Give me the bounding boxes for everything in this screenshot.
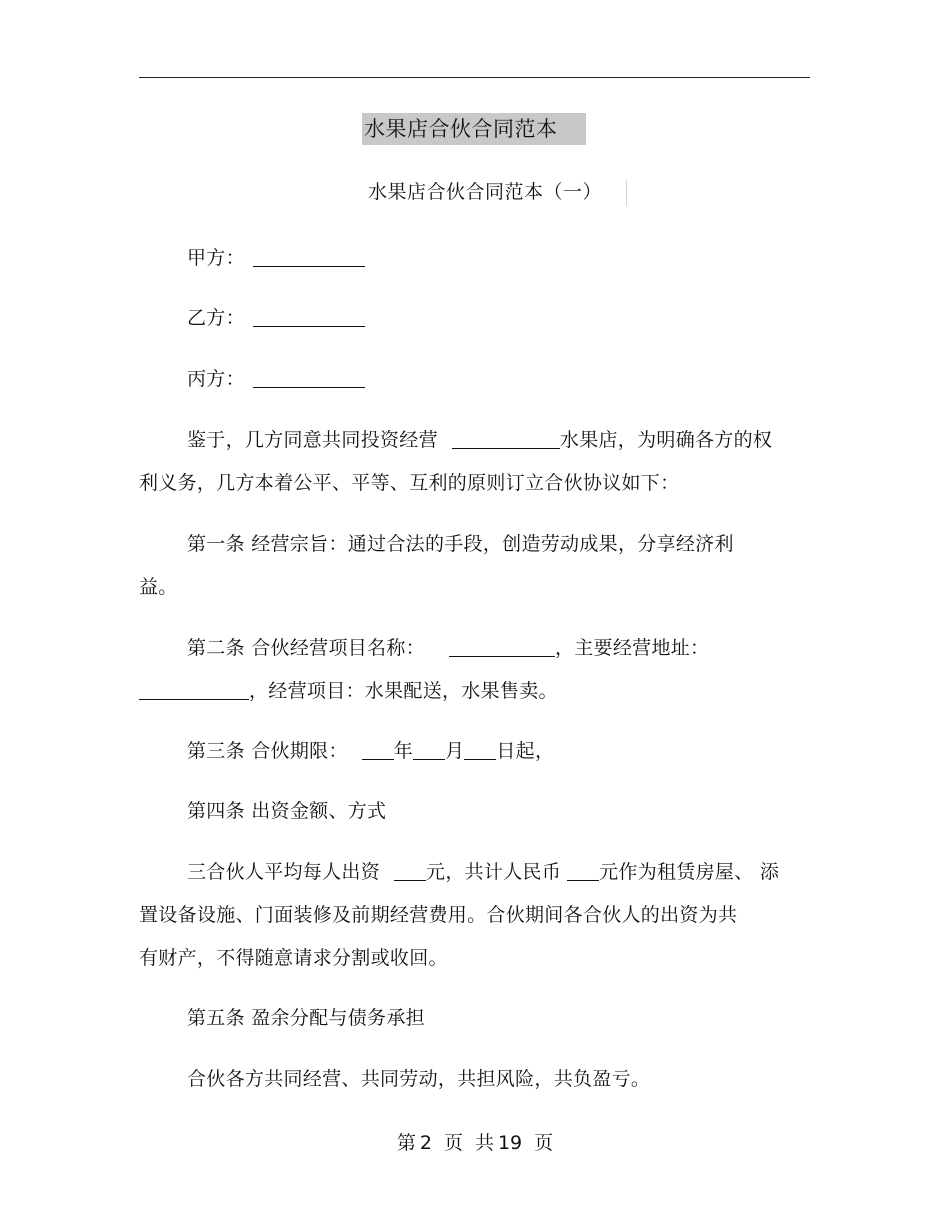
shop-name-blank <box>452 428 560 449</box>
article-1-line-2: 益。 <box>139 576 178 598</box>
year-label: 年 <box>393 740 414 762</box>
preamble-text-b: 水果店，为明确各方的权 <box>559 429 773 451</box>
current-page-number: 2 <box>419 1132 432 1154</box>
article-3-label: 第三条 合伙期限： <box>187 740 348 762</box>
article-2-line-1 <box>187 634 709 662</box>
party-b-blank <box>253 306 365 327</box>
article-3-line <box>187 737 554 765</box>
total-page-count: 19 <box>497 1132 523 1154</box>
footer-total-prefix: 共 <box>474 1132 494 1154</box>
document-subtitle: 水果店合伙合同范本（一） <box>368 181 603 203</box>
article-4-line-3: 有财产，不得随意请求分割或收回。 <box>139 947 448 969</box>
footer-prefix: 第 <box>396 1132 416 1154</box>
party-c-line <box>187 365 365 393</box>
month-blank <box>413 739 445 760</box>
day-blank <box>464 739 496 760</box>
footer-suffix: 页 <box>534 1132 554 1154</box>
document-title: 水果店合伙合同范本 <box>362 113 586 145</box>
total-amount-blank <box>567 860 599 881</box>
article-4-text-a: 三合伙人平均每人出资 <box>187 861 381 883</box>
per-person-amount-blank <box>394 860 426 881</box>
preamble-line-1 <box>187 426 772 454</box>
party-c-blank <box>253 367 365 388</box>
article-5-heading: 第五条 盈余分配与债务承担 <box>187 1007 425 1029</box>
project-name-blank <box>449 636 555 657</box>
article-2-text-b: ，主要经营地址： <box>554 637 710 659</box>
footer-page-word: 页 <box>443 1132 463 1154</box>
article-5-line-1: 合伙各方共同经营、共同劳动，共担风险，共负盈亏。 <box>187 1068 651 1090</box>
article-4-heading: 第四条 出资金额、方式 <box>187 800 387 822</box>
subtitle-frame-edge <box>626 180 627 206</box>
page-footer <box>0 1129 950 1157</box>
address-blank <box>139 679 249 700</box>
preamble-line-2: 利义务，几方本着公平、平等、互利的原则订立合伙协议如下： <box>139 472 680 494</box>
article-1-line-1: 第一条 经营宗旨：通过合法的手段，创造劳动成果，分享经济利 <box>187 533 734 555</box>
month-label: 月 <box>445 740 465 762</box>
article-2-text-c: ，经营项目：水果配送，水果售卖。 <box>249 680 558 702</box>
article-4-line-2: 置设备设施、门面装修及前期经营费用。合伙期间各合伙人的出资为共 <box>139 904 738 926</box>
day-label: 日起， <box>496 740 555 762</box>
year-blank <box>362 739 394 760</box>
party-b-label: 乙方： <box>187 307 245 329</box>
article-2-line-2 <box>139 677 558 705</box>
article-4-line-1 <box>187 858 779 886</box>
header-rule <box>139 77 810 78</box>
party-a-label: 甲方： <box>187 247 245 269</box>
article-4-text-b: 元，共计人民币 <box>426 861 562 883</box>
preamble-text-a: 鉴于，几方同意共同投资经营 <box>187 429 438 451</box>
party-a-blank <box>253 246 365 267</box>
article-4-text-c: 元作为租赁房屋、 添 <box>599 861 780 883</box>
party-c-label: 丙方： <box>187 368 245 390</box>
party-b-line <box>187 304 365 332</box>
article-2-text-a: 第二条 合伙经营项目名称： <box>187 637 425 659</box>
party-a-line <box>187 244 365 272</box>
